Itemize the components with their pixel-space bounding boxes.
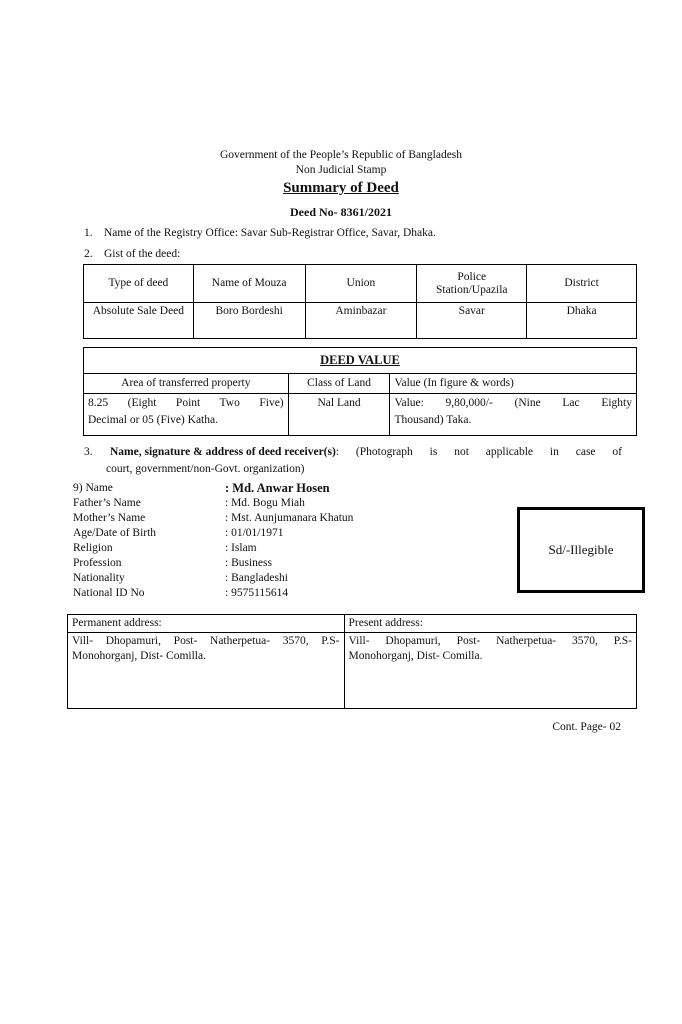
value-nationality: : Bangladeshi [225, 572, 288, 584]
item-1-number: 1. [84, 227, 93, 239]
section-3-note-2: court, government/non-Govt. organization) [106, 463, 305, 475]
area-line-2: Decimal or 05 (Five) Katha. [88, 414, 218, 426]
permanent-address-label: Permanent address: [68, 615, 345, 633]
deed-value-table [83, 347, 637, 436]
present-address-line-2: Monohorganj, Dist- Comilla. [348, 650, 483, 662]
gist-police-station: Savar [417, 303, 527, 339]
gist-header-district: District [527, 265, 637, 303]
page-title: Summary of Deed [283, 180, 399, 196]
gist-type: Absolute Sale Deed [84, 303, 194, 339]
value-nid: : 9575115614 [225, 587, 289, 599]
value-mother: : Mst. Aunjumanara Khatun [225, 512, 354, 524]
item-2-number: 2. [84, 248, 93, 260]
value-father: : Md. Bogu Miah [225, 497, 305, 509]
section-3-bold: Name, signature & address of deed receiver(s) [110, 446, 336, 458]
label-name: 9) Name [73, 482, 113, 494]
continued-page: Cont. Page- 02 [552, 721, 621, 733]
value-age: : 01/01/1971 [225, 527, 284, 539]
address-table [67, 614, 637, 709]
gist-district: Dhaka [527, 303, 637, 339]
section-3-heading [110, 446, 622, 458]
registry-office: Name of the Registry Office: Savar Sub-Registrar Office, Savar, Dhaka. [104, 227, 436, 239]
value-profession: : Business [225, 557, 272, 569]
gist-table [83, 264, 637, 339]
label-nationality: Nationality [73, 572, 125, 584]
gist-data-row [84, 303, 637, 339]
value-line-2: Thousand) Taka. [394, 414, 472, 426]
gist-header-mouza: Name of Mouza [193, 265, 305, 303]
gist-header-row [84, 265, 637, 303]
deed-value-header-class: Class of Land [288, 374, 390, 394]
person-labels [73, 481, 156, 601]
person-values [225, 481, 353, 601]
permanent-address-line-1: Vill- Dhopamuri, Post- Natherpetua- 3570, P.S- [72, 635, 340, 647]
deed-value-header-value: Value (In figure & words) [390, 374, 637, 394]
value-name: : Md. Anwar Hosen [225, 481, 330, 495]
label-age: Age/Date of Birth [73, 527, 157, 539]
label-profession: Profession [73, 557, 122, 569]
present-address-label: Present address: [344, 615, 636, 633]
label-father: Father’s Name [73, 497, 141, 509]
gist-mouza: Boro Bordeshi [193, 303, 305, 339]
deed-value-title: DEED VALUE [84, 348, 637, 374]
gist-header-union: Union [305, 265, 417, 303]
value-religion: : Islam [225, 542, 257, 554]
gist-header-police-station: Police Station/Upazila [417, 265, 527, 303]
section-3-note-1: : (Photograph is not applicable in case of [335, 446, 622, 458]
header-stamp: Non Judicial Stamp [295, 164, 387, 176]
land-class: Nal Land [288, 394, 390, 436]
present-address-line-1: Vill- Dhopamuri, Post- Natherpetua- 3570, P.S- [348, 635, 632, 647]
section-3-number: 3. [84, 446, 93, 458]
label-mother: Mother’s Name [73, 512, 146, 524]
gist-label: Gist of the deed: [104, 248, 181, 260]
deed-value-header-area: Area of transferred property [84, 374, 289, 394]
gist-header-type: Type of deed [84, 265, 194, 303]
signature-box [517, 507, 645, 593]
signature-text: Sd/-Illegible [548, 542, 614, 557]
deed-number: Deed No- 8361/2021 [290, 205, 392, 219]
permanent-address-line-2: Monohorganj, Dist- Comilla. [72, 650, 206, 662]
label-nid: National ID No [73, 587, 145, 599]
header-government: Government of the People’s Republic of Bangladesh [219, 149, 463, 161]
value-line-1: Value: 9,80,000/- (Nine Lac Eighty [394, 397, 632, 409]
label-religion: Religion [73, 542, 113, 554]
gist-union: Aminbazar [305, 303, 417, 339]
area-line-1: 8.25 (Eight Point Two Five) [88, 397, 284, 409]
